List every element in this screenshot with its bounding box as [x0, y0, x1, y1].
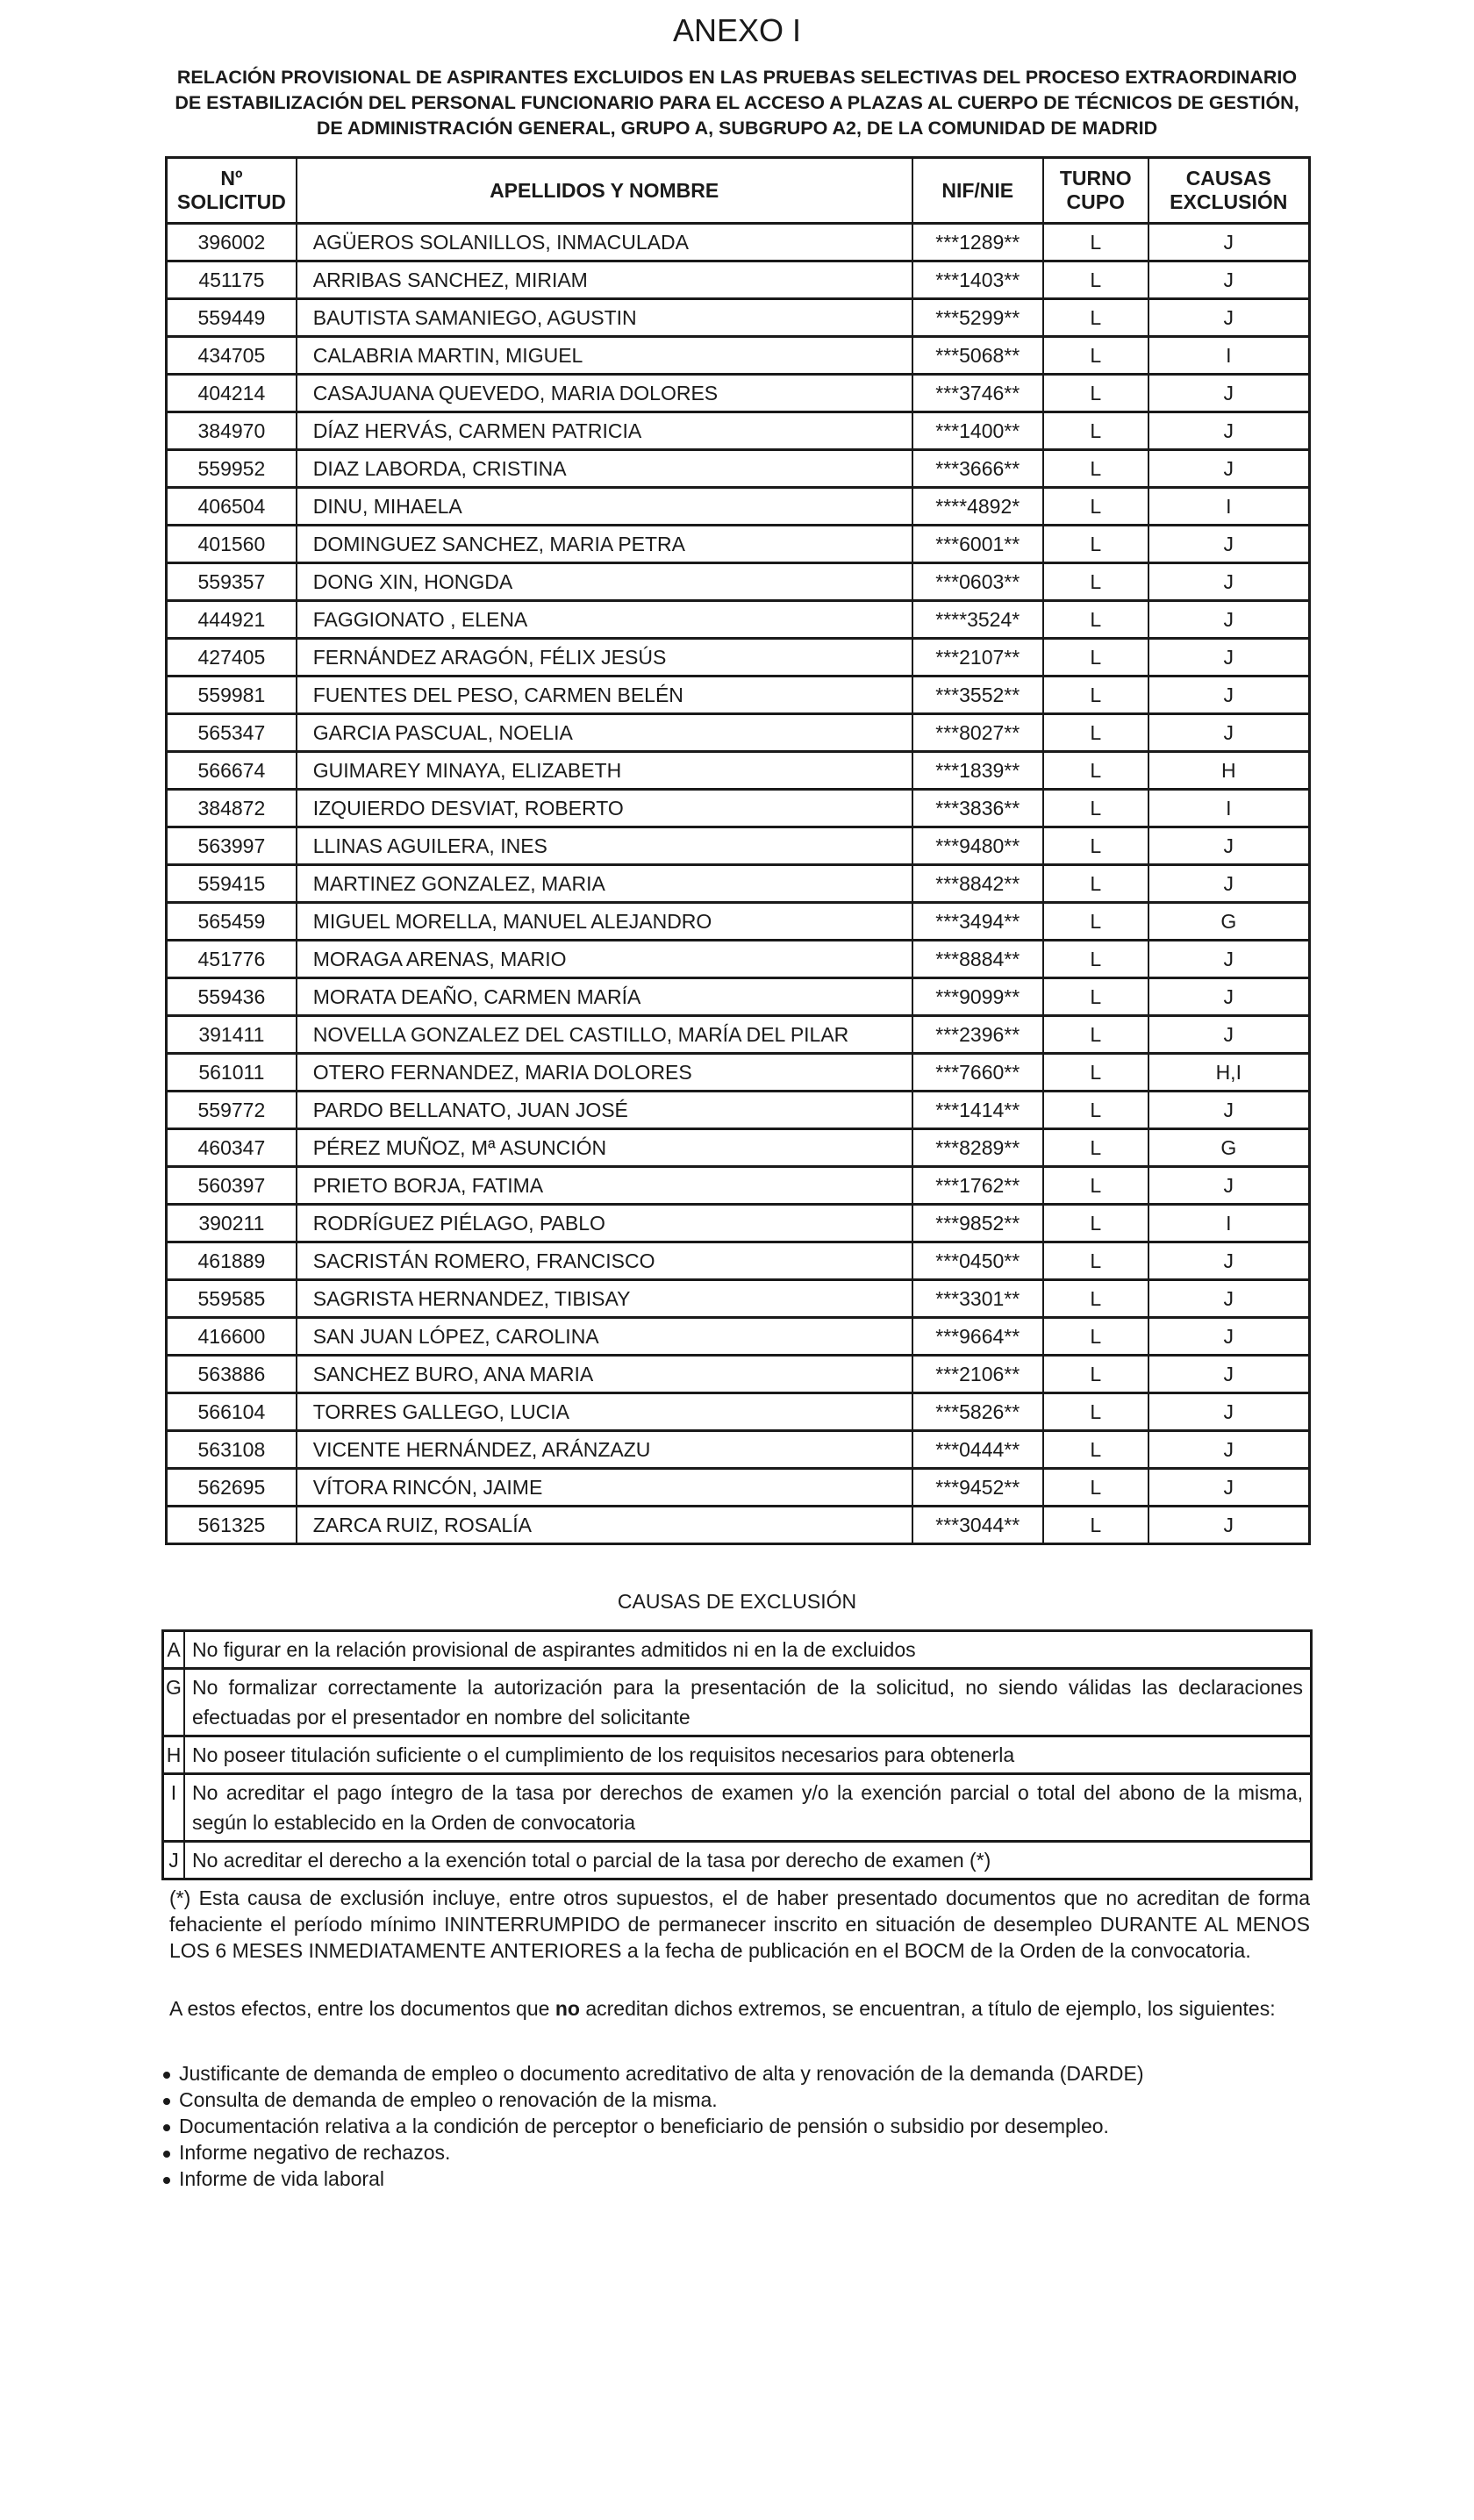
cell-nombre: DÍAZ HERVÁS, CARMEN PATRICIA — [297, 412, 912, 450]
cell-solicitud: 427405 — [167, 639, 297, 677]
table-row — [167, 1393, 1310, 1431]
cell-causa: I — [1148, 488, 1310, 526]
subtitle-line: DE ESTABILIZACIÓN DEL PERSONAL FUNCIONARIO PARA EL ACCESO A PLAZAS AL CUERPO DE TÉCNICOS DE GESTIÓN, — [175, 92, 1299, 113]
cell-nif: ***0450** — [912, 1242, 1043, 1280]
header-nif: NIF/NIE — [912, 158, 1043, 224]
bullet-icon — [163, 2124, 170, 2131]
cell-turno: L — [1043, 1242, 1148, 1280]
cell-turno: L — [1043, 375, 1148, 412]
cell-turno: L — [1043, 752, 1148, 790]
cell-solicitud: 560397 — [167, 1167, 297, 1205]
cell-nif: ***1400** — [912, 412, 1043, 450]
causes-title: CAUSAS DE EXCLUSIÓN — [617, 1590, 857, 1613]
table-row — [167, 412, 1310, 450]
cell-causa: I — [1148, 337, 1310, 375]
cell-nombre: ARRIBAS SANCHEZ, MIRIAM — [297, 261, 912, 299]
cell-turno: L — [1043, 1205, 1148, 1242]
cell-solicitud: 559415 — [167, 865, 297, 903]
cause-row — [163, 1736, 1312, 1774]
bullet-icon — [163, 2098, 170, 2105]
table-row — [167, 978, 1310, 1016]
cell-turno: L — [1043, 1393, 1148, 1431]
table-row — [167, 1507, 1310, 1544]
cell-nif: ***8884** — [912, 941, 1043, 978]
footnote: (*) Esta causa de exclusión incluye, entre otros supuestos, el de haber presentado documentos que no acreditan de forma fehaciente el período mínimo ININTERRUMPIDO de permanecer inscrito en situación de desempleo DURANTE AL MENOS LOS 6 MESES INMEDIATAMENTE ANTERIORES a la fecha de publicación en el BOCM de la Orden de la convocatoria. — [169, 1886, 1310, 1962]
cell-causa: J — [1148, 526, 1310, 563]
cell-solicitud: 390211 — [167, 1205, 297, 1242]
cell-causa: J — [1148, 1431, 1310, 1469]
cause-description: No formalizar correctamente la autorización para la presentación de la solicitud, no siendo válidas las declaraciones efectuadas por el presentador en nombre del solicitante — [184, 1669, 1312, 1736]
cell-nif: ***2107** — [912, 639, 1043, 677]
cell-nif: ***2106** — [912, 1356, 1043, 1393]
cell-causa: J — [1148, 1393, 1310, 1431]
cell-causa: J — [1148, 1242, 1310, 1280]
cell-solicitud: 561011 — [167, 1054, 297, 1092]
cell-nombre: DONG XIN, HONGDA — [297, 563, 912, 601]
cell-nombre: PARDO BELLANATO, JUAN JOSÉ — [297, 1092, 912, 1129]
table-row — [167, 299, 1310, 337]
cell-solicitud: 559585 — [167, 1280, 297, 1318]
cell-turno: L — [1043, 488, 1148, 526]
cell-nombre: GUIMAREY MINAYA, ELIZABETH — [297, 752, 912, 790]
cell-nif: ***5068** — [912, 337, 1043, 375]
cell-causa: J — [1148, 1469, 1310, 1507]
cell-nif: ***1762** — [912, 1167, 1043, 1205]
cell-turno: L — [1043, 299, 1148, 337]
header-causas: CAUSAS EXCLUSIÓN — [1148, 158, 1310, 224]
cell-turno: L — [1043, 1280, 1148, 1318]
cell-nombre: DINU, MIHAELA — [297, 488, 912, 526]
cell-nif: ***5299** — [912, 299, 1043, 337]
cell-nif: ***8289** — [912, 1129, 1043, 1167]
cell-turno: L — [1043, 261, 1148, 299]
cell-solicitud: 566104 — [167, 1393, 297, 1431]
table-row — [167, 752, 1310, 790]
cell-solicitud: 563886 — [167, 1356, 297, 1393]
cell-turno: L — [1043, 714, 1148, 752]
cell-causa: J — [1148, 978, 1310, 1016]
table-row — [167, 450, 1310, 488]
cell-nif: ***9480** — [912, 827, 1043, 865]
cell-nombre: AGÜEROS SOLANILLOS, INMACULADA — [297, 224, 912, 261]
cell-nif: ***7660** — [912, 1054, 1043, 1092]
cell-nif: ***1839** — [912, 752, 1043, 790]
table-header-row — [167, 158, 1310, 224]
list-item: Consulta de demanda de empleo o renovación de la misma. — [163, 2087, 1304, 2113]
cell-causa: J — [1148, 375, 1310, 412]
cell-solicitud: 460347 — [167, 1129, 297, 1167]
cell-nif: ***1403** — [912, 261, 1043, 299]
cell-turno: L — [1043, 1016, 1148, 1054]
cause-description: No acreditar el pago íntegro de la tasa por derechos de examen y/o la exención parcial o total del abono de la misma, según lo establecido en la Orden de convocatoria — [184, 1774, 1312, 1842]
cell-solicitud: 384872 — [167, 790, 297, 827]
cell-causa: J — [1148, 412, 1310, 450]
cell-nif: ***9664** — [912, 1318, 1043, 1356]
cell-nombre: OTERO FERNANDEZ, MARIA DOLORES — [297, 1054, 912, 1092]
cell-solicitud: 565459 — [167, 903, 297, 941]
cell-nombre: SAGRISTA HERNANDEZ, TIBISAY — [297, 1280, 912, 1318]
table-row — [167, 488, 1310, 526]
cell-nombre: VICENTE HERNÁNDEZ, ARÁNZAZU — [297, 1431, 912, 1469]
bullet-icon — [163, 2072, 170, 2079]
header-turno: TURNO CUPO — [1043, 158, 1148, 224]
cell-solicitud: 562695 — [167, 1469, 297, 1507]
cell-nombre: VÍTORA RINCÓN, JAIME — [297, 1469, 912, 1507]
cell-causa: J — [1148, 1507, 1310, 1544]
cell-turno: L — [1043, 224, 1148, 261]
table-row — [167, 1092, 1310, 1129]
cell-nombre: ZARCA RUIZ, ROSALÍA — [297, 1507, 912, 1544]
cell-causa: J — [1148, 1280, 1310, 1318]
cell-solicitud: 384970 — [167, 412, 297, 450]
cell-turno: L — [1043, 1469, 1148, 1507]
table-row — [167, 1318, 1310, 1356]
cell-nif: ***2396** — [912, 1016, 1043, 1054]
cell-nif: ***3301** — [912, 1280, 1043, 1318]
cell-turno: L — [1043, 677, 1148, 714]
cell-nombre: SAN JUAN LÓPEZ, CAROLINA — [297, 1318, 912, 1356]
cell-solicitud: 461889 — [167, 1242, 297, 1280]
cause-description: No poseer titulación suficiente o el cumplimiento de los requisitos necesarios para obtenerla — [184, 1736, 1312, 1774]
table-row — [167, 941, 1310, 978]
page-title: ANEXO I — [672, 12, 802, 48]
cell-turno: L — [1043, 1431, 1148, 1469]
bullet-icon — [163, 2177, 170, 2184]
table-row — [167, 865, 1310, 903]
table-row — [167, 1356, 1310, 1393]
cause-row — [163, 1669, 1312, 1736]
cell-causa: J — [1148, 563, 1310, 601]
table-row — [167, 601, 1310, 639]
cell-solicitud: 559772 — [167, 1092, 297, 1129]
header-nombre: APELLIDOS Y NOMBRE — [297, 158, 912, 224]
cell-turno: L — [1043, 526, 1148, 563]
table-row — [167, 1167, 1310, 1205]
table-row — [167, 790, 1310, 827]
cell-turno: L — [1043, 1356, 1148, 1393]
table-row — [167, 827, 1310, 865]
document-list — [163, 2060, 1304, 2192]
cell-solicitud: 559436 — [167, 978, 297, 1016]
table-row — [167, 1469, 1310, 1507]
cell-causa: J — [1148, 677, 1310, 714]
cell-nombre: LLINAS AGUILERA, INES — [297, 827, 912, 865]
intro-paragraph: A estos efectos, entre los documentos que no acreditan dichos extremos, se encuentran, a título de ejemplo, los siguientes: — [169, 1997, 1276, 2020]
table-row — [167, 526, 1310, 563]
table-row — [167, 1280, 1310, 1318]
cause-code: I — [163, 1774, 185, 1842]
cell-nif: ***3494** — [912, 903, 1043, 941]
cell-nombre: SANCHEZ BURO, ANA MARIA — [297, 1356, 912, 1393]
cell-nif: ***0444** — [912, 1431, 1043, 1469]
cell-causa: H,I — [1148, 1054, 1310, 1092]
cell-causa: G — [1148, 903, 1310, 941]
cell-nif: ***3836** — [912, 790, 1043, 827]
table-row — [167, 1016, 1310, 1054]
cell-nif: ***3044** — [912, 1507, 1043, 1544]
cell-turno: L — [1043, 450, 1148, 488]
table-row — [167, 714, 1310, 752]
table-row — [167, 1242, 1310, 1280]
cell-turno: L — [1043, 1318, 1148, 1356]
causes-table — [161, 1629, 1313, 1880]
cell-nombre: CALABRIA MARTIN, MIGUEL — [297, 337, 912, 375]
cell-nif: ***8027** — [912, 714, 1043, 752]
cell-causa: G — [1148, 1129, 1310, 1167]
cell-nombre: FUENTES DEL PESO, CARMEN BELÉN — [297, 677, 912, 714]
cell-solicitud: 565347 — [167, 714, 297, 752]
cell-solicitud: 566674 — [167, 752, 297, 790]
table-row — [167, 1205, 1310, 1242]
list-item: Informe negativo de rechazos. — [163, 2139, 1304, 2166]
excluded-applicants-table — [165, 156, 1311, 1545]
cause-description: No acreditar el derecho a la exención total o parcial de la tasa por derecho de examen (*) — [184, 1842, 1312, 1879]
cell-nombre: PRIETO BORJA, FATIMA — [297, 1167, 912, 1205]
cell-nif: ***9452** — [912, 1469, 1043, 1507]
cause-code: A — [163, 1631, 185, 1669]
cell-nif: ***0603** — [912, 563, 1043, 601]
cell-nombre: PÉREZ MUÑOZ, Mª ASUNCIÓN — [297, 1129, 912, 1167]
list-item: Informe de vida laboral — [163, 2166, 1304, 2192]
table-row — [167, 375, 1310, 412]
cause-row — [163, 1631, 1312, 1669]
cell-nombre: SACRISTÁN ROMERO, FRANCISCO — [297, 1242, 912, 1280]
table-row — [167, 224, 1310, 261]
cell-causa: J — [1148, 714, 1310, 752]
cell-causa: J — [1148, 639, 1310, 677]
cell-nombre: MORATA DEAÑO, CARMEN MARÍA — [297, 978, 912, 1016]
cell-turno: L — [1043, 1054, 1148, 1092]
cell-nif: ***5826** — [912, 1393, 1043, 1431]
cell-turno: L — [1043, 1092, 1148, 1129]
cell-causa: J — [1148, 450, 1310, 488]
cell-solicitud: 559981 — [167, 677, 297, 714]
cause-row — [163, 1774, 1312, 1842]
cell-nif: ***1414** — [912, 1092, 1043, 1129]
cell-nombre: NOVELLA GONZALEZ DEL CASTILLO, MARÍA DEL PILAR — [297, 1016, 912, 1054]
cell-solicitud: 559357 — [167, 563, 297, 601]
header-solicitud: Nº SOLICITUD — [167, 158, 297, 224]
cell-nif: ****3524* — [912, 601, 1043, 639]
cause-row — [163, 1842, 1312, 1879]
cause-code: J — [163, 1842, 185, 1879]
cell-solicitud: 451175 — [167, 261, 297, 299]
cell-nombre: MORAGA ARENAS, MARIO — [297, 941, 912, 978]
cell-causa: J — [1148, 1092, 1310, 1129]
table-row — [167, 639, 1310, 677]
cell-solicitud: 401560 — [167, 526, 297, 563]
cell-causa: J — [1148, 1016, 1310, 1054]
cell-turno: L — [1043, 337, 1148, 375]
cell-causa: J — [1148, 1167, 1310, 1205]
table-row — [167, 1054, 1310, 1092]
cell-nombre: FAGGIONATO , ELENA — [297, 601, 912, 639]
cell-solicitud: 416600 — [167, 1318, 297, 1356]
cell-causa: H — [1148, 752, 1310, 790]
cell-causa: I — [1148, 790, 1310, 827]
cell-solicitud: 559952 — [167, 450, 297, 488]
cell-nombre: DIAZ LABORDA, CRISTINA — [297, 450, 912, 488]
cell-turno: L — [1043, 412, 1148, 450]
table-row — [167, 677, 1310, 714]
cell-turno: L — [1043, 903, 1148, 941]
cell-solicitud: 404214 — [167, 375, 297, 412]
cell-solicitud: 559449 — [167, 299, 297, 337]
cell-nombre: RODRÍGUEZ PIÉLAGO, PABLO — [297, 1205, 912, 1242]
cause-description: No figurar en la relación provisional de aspirantes admitidos ni en la de excluidos — [184, 1631, 1312, 1669]
subtitle-line: DE ADMINISTRACIÓN GENERAL, GRUPO A, SUBGRUPO A2, DE LA COMUNIDAD DE MADRID — [316, 118, 1158, 139]
cell-nif: ***6001** — [912, 526, 1043, 563]
table-body — [167, 224, 1310, 1544]
list-item: Justificante de demanda de empleo o documento acreditativo de alta y renovación de la demanda (DARDE) — [163, 2060, 1304, 2087]
cell-turno: L — [1043, 827, 1148, 865]
table-row — [167, 903, 1310, 941]
cell-causa: J — [1148, 261, 1310, 299]
cell-solicitud: 406504 — [167, 488, 297, 526]
cell-turno: L — [1043, 639, 1148, 677]
cell-solicitud: 563997 — [167, 827, 297, 865]
cell-causa: J — [1148, 299, 1310, 337]
cell-causa: I — [1148, 1205, 1310, 1242]
page-subtitle — [53, 65, 1421, 141]
cell-nombre: FERNÁNDEZ ARAGÓN, FÉLIX JESÚS — [297, 639, 912, 677]
cell-causa: J — [1148, 601, 1310, 639]
bullet-icon — [163, 2151, 170, 2158]
cell-nif: ****4892* — [912, 488, 1043, 526]
table-row — [167, 337, 1310, 375]
cell-turno: L — [1043, 978, 1148, 1016]
cell-turno: L — [1043, 1507, 1148, 1544]
cell-turno: L — [1043, 601, 1148, 639]
cell-solicitud: 434705 — [167, 337, 297, 375]
cell-causa: J — [1148, 224, 1310, 261]
subtitle-line: RELACIÓN PROVISIONAL DE ASPIRANTES EXCLUIDOS EN LAS PRUEBAS SELECTIVAS DEL PROCESO EXTRAORDINARIO — [176, 67, 1298, 88]
cell-nif: ***3666** — [912, 450, 1043, 488]
cell-nif: ***9099** — [912, 978, 1043, 1016]
cell-turno: L — [1043, 941, 1148, 978]
cell-nombre: CASAJUANA QUEVEDO, MARIA DOLORES — [297, 375, 912, 412]
cell-solicitud: 451776 — [167, 941, 297, 978]
cause-code: H — [163, 1736, 185, 1774]
cell-nif: ***3746** — [912, 375, 1043, 412]
cell-solicitud: 561325 — [167, 1507, 297, 1544]
cell-solicitud: 444921 — [167, 601, 297, 639]
cause-code: G — [163, 1669, 185, 1736]
cell-nif: ***9852** — [912, 1205, 1043, 1242]
table-row — [167, 1431, 1310, 1469]
table-row — [167, 261, 1310, 299]
list-item: Documentación relativa a la condición de perceptor o beneficiario de pensión o subsidio por desempleo. — [163, 2113, 1304, 2139]
table-row — [167, 1129, 1310, 1167]
cell-nombre: IZQUIERDO DESVIAT, ROBERTO — [297, 790, 912, 827]
cell-nombre: TORRES GALLEGO, LUCIA — [297, 1393, 912, 1431]
cell-nombre: DOMINGUEZ SANCHEZ, MARIA PETRA — [297, 526, 912, 563]
cell-causa: J — [1148, 941, 1310, 978]
cell-solicitud: 396002 — [167, 224, 297, 261]
cell-causa: J — [1148, 865, 1310, 903]
cell-turno: L — [1043, 1167, 1148, 1205]
table-row — [167, 563, 1310, 601]
cell-solicitud: 391411 — [167, 1016, 297, 1054]
cell-turno: L — [1043, 790, 1148, 827]
cell-causa: J — [1148, 1356, 1310, 1393]
cell-nombre: MARTINEZ GONZALEZ, MARIA — [297, 865, 912, 903]
cell-turno: L — [1043, 1129, 1148, 1167]
cell-nombre: MIGUEL MORELLA, MANUEL ALEJANDRO — [297, 903, 912, 941]
cell-turno: L — [1043, 865, 1148, 903]
cell-nif: ***3552** — [912, 677, 1043, 714]
cell-causa: J — [1148, 1318, 1310, 1356]
cell-solicitud: 563108 — [167, 1431, 297, 1469]
cell-causa: J — [1148, 827, 1310, 865]
cell-nombre: BAUTISTA SAMANIEGO, AGUSTIN — [297, 299, 912, 337]
cell-turno: L — [1043, 563, 1148, 601]
cell-nif: ***8842** — [912, 865, 1043, 903]
cell-nombre: GARCIA PASCUAL, NOELIA — [297, 714, 912, 752]
cell-nif: ***1289** — [912, 224, 1043, 261]
